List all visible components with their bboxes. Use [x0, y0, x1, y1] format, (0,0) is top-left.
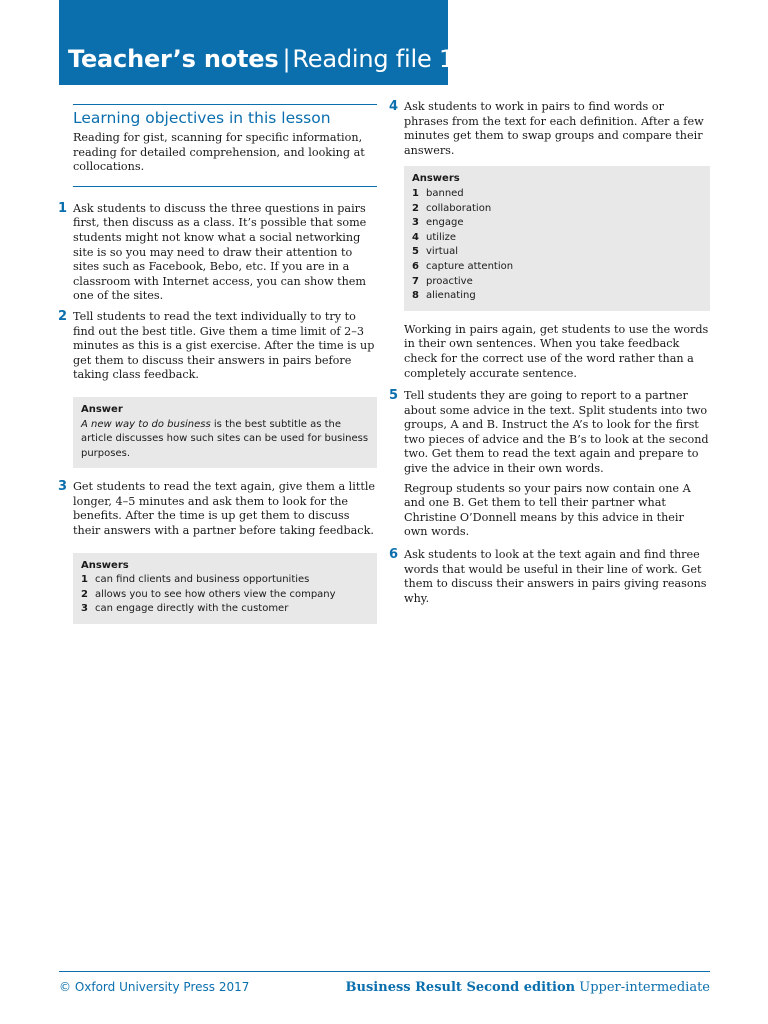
answer-item: [81, 602, 369, 617]
step-2: [59, 310, 377, 383]
answer-item: [412, 231, 702, 246]
title-sub: Reading file 1: [292, 45, 455, 73]
title-separator: |: [282, 45, 291, 73]
answer-item-text: can find clients and business opportunities: [95, 574, 310, 586]
answer-item: [412, 275, 702, 290]
step-4-followup: [390, 323, 710, 381]
footer-rule: [59, 971, 710, 972]
page-title: [68, 45, 454, 73]
answer-number: 3: [81, 603, 88, 615]
step-4: [390, 100, 710, 158]
step-text: Ask students to discuss the three questions in pairs first, then discuss as a class. It’s possible that some students might not know what a social networking site is so you may need to draw their attention to sites such as Facebook, Bebo, etc. If you are in a classroom with Internet access, you can show them one of the sites.: [73, 201, 367, 303]
step-number: 4: [389, 99, 399, 114]
answer-number: 8: [412, 290, 419, 302]
step-text-followup: Regroup students so your pairs now contain one A and one B. Get them to tell their partner what Christine O’Donnell means by this advice in their own words.: [404, 481, 691, 539]
step-text: Get students to read the text again, give them a little longer, 4–5 minutes and ask them to look for the benefits. After the time is up get them to discuss their answers with a partner before taking feedback.: [73, 480, 376, 538]
answer-number: 2: [81, 588, 88, 600]
answer-number: 7: [412, 275, 419, 287]
answer-item-text: can engage directly with the customer: [95, 603, 289, 615]
step-text: Tell students they are going to report to a partner about some advice in the text. Split students into two groups, A and B. Instruct the A’s to look for the first two pieces of advice and the B’s to look at the second two. Get them to read the text again and prepare to give the advice in their own words.: [404, 389, 709, 476]
answer-text: [81, 418, 369, 462]
step-number: 2: [58, 308, 68, 324]
answer-item: [412, 260, 702, 275]
answer-number: 1: [81, 574, 88, 586]
answer-rest: is the best subtitle as the article discusses how such sites can be used for business purposes.: [81, 418, 369, 459]
answer-item: [412, 187, 702, 202]
step-5: [390, 389, 710, 540]
title-main: Teacher’s notes: [68, 45, 279, 73]
answer-box-title: Answers: [81, 559, 129, 571]
answer-item-text: collaboration: [426, 202, 492, 214]
answer-item: [412, 202, 702, 217]
answer-italic: A new way to do business: [81, 418, 211, 430]
objectives-body: Reading for gist, scanning for specific information, reading for detailed comprehension, and looking at collocations.: [73, 131, 365, 174]
answer-number: 6: [412, 260, 419, 272]
step-text: Tell students to read the text individually to try to find out the best title. Give them a time limit of 2–3 minutes as this is a gist exercise. After the time is up get them to discuss their answers in pairs before taking class feedback.: [73, 309, 375, 382]
answer-item: [412, 216, 702, 231]
answer-box-step-4: [404, 166, 710, 310]
answer-item-text: engage: [426, 217, 464, 229]
step-text: Ask students to look at the text again and find three words that would be useful in their line of work. Get them to discuss their answers in pairs giving reasons why.: [404, 548, 707, 605]
answer-item: [81, 573, 369, 588]
footer-book-title: [346, 980, 710, 995]
footer-book-level: Upper-intermediate: [575, 980, 710, 995]
answer-number: 3: [412, 217, 419, 229]
step-6: [390, 548, 710, 606]
answer-number: 4: [412, 231, 419, 243]
answer-item-text: utilize: [426, 231, 456, 243]
objectives-top-rule: [73, 104, 377, 105]
answer-item-text: capture attention: [426, 260, 514, 272]
left-column: [59, 104, 377, 636]
step-1: [59, 202, 377, 304]
footer-book-name: Business Result Second edition: [345, 980, 576, 995]
answer-item-text: alienating: [426, 290, 476, 302]
answer-item: [412, 289, 702, 304]
step-text: Working in pairs again, get students to use the words in their own sentences. When you take feedback check for the correct use of the word rather than a completely accurate sentence.: [404, 322, 709, 380]
objectives-bottom-rule: [73, 186, 377, 187]
answer-item-text: allows you to see how others view the company: [95, 588, 336, 600]
step-text: Ask students to work in pairs to find words or phrases from the text for each definition. After a few minutes get them to swap groups and compare their answers.: [404, 100, 704, 157]
step-number: 1: [58, 200, 68, 216]
objectives-heading: Learning objectives in this lesson: [73, 109, 331, 127]
answer-number: 2: [412, 202, 419, 214]
right-column: [390, 100, 710, 612]
answer-box-step-3: [73, 553, 377, 624]
step-number: 6: [389, 547, 399, 563]
header-banner: [59, 0, 455, 85]
answer-number: 5: [412, 246, 419, 258]
answer-box-title: Answers: [412, 173, 460, 185]
footer-copyright: © Oxford University Press 2017: [59, 980, 250, 994]
step-number: 5: [389, 388, 399, 404]
answer-item-text: virtual: [426, 246, 458, 258]
answer-item: [412, 245, 702, 260]
answer-box-step-2: [73, 397, 377, 468]
answer-item: [81, 588, 369, 603]
answer-box-title: Answer: [81, 403, 123, 415]
step-3: [59, 480, 377, 538]
answer-number: 1: [412, 187, 419, 199]
answer-item-text: proactive: [426, 275, 473, 287]
answer-item-text: banned: [426, 187, 464, 199]
step-number: 3: [58, 479, 68, 495]
